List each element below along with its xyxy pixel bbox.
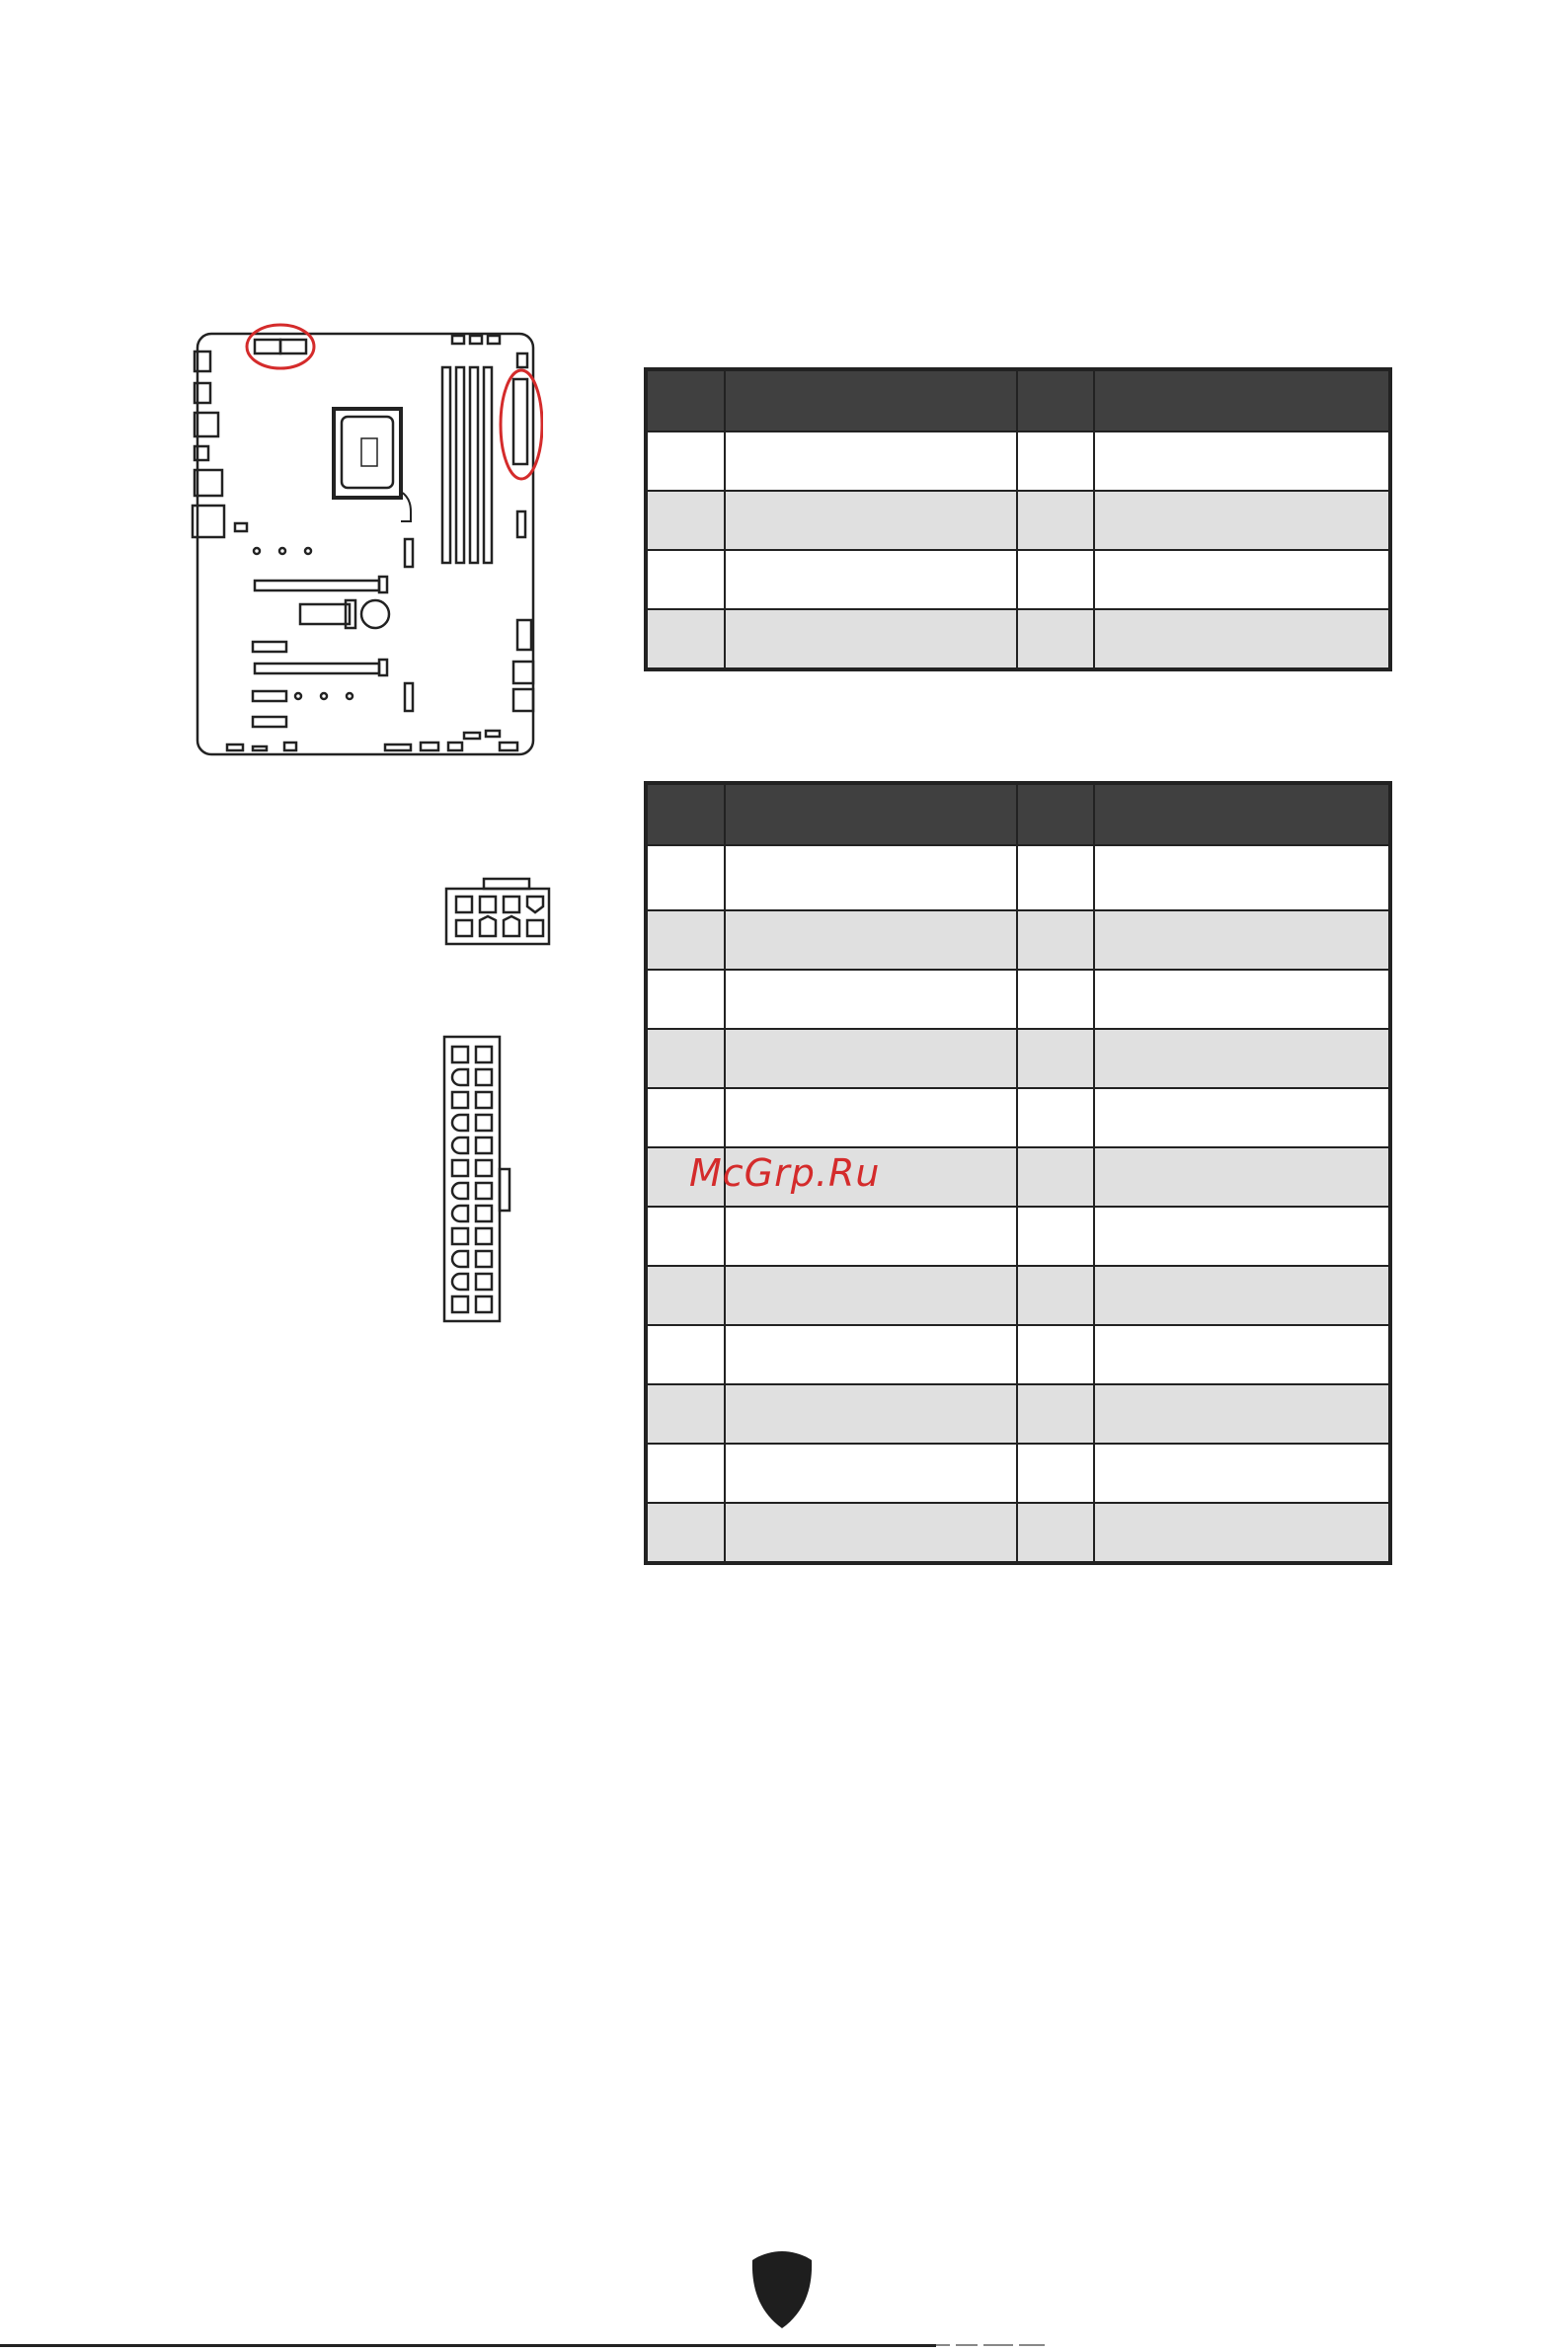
header-cell [1094,783,1390,845]
table-row [646,845,1390,910]
table-cell [1094,1444,1390,1503]
table-cell [1094,1266,1390,1325]
table-cell [1017,845,1094,910]
table-row [646,910,1390,970]
table-cell [725,609,1017,669]
table-cell [1017,1207,1094,1266]
shield-logo-icon [749,2249,815,2330]
table-cell [725,910,1017,970]
table-row [646,491,1390,550]
table-cell [1017,1029,1094,1088]
table-cell [646,1088,725,1147]
table-cell [646,1384,725,1444]
table-cell [1094,431,1390,491]
atx-power-24pin-connector-icon [442,1035,525,1327]
table-cell [646,1266,725,1325]
table-cell [725,845,1017,910]
table-cell [1094,1503,1390,1563]
table-cell [1094,1147,1390,1207]
table-cell [725,1088,1017,1147]
table-row [646,1207,1390,1266]
table-row [646,1029,1390,1088]
table-row [646,970,1390,1029]
table-header-row [646,369,1390,431]
table-cell [725,1325,1017,1384]
table-cell [646,609,725,669]
table-cell [1017,491,1094,550]
table-cell [1017,1147,1094,1207]
table-cell [1094,910,1390,970]
table-cell [646,910,725,970]
table-row [646,1444,1390,1503]
table-cell [725,1207,1017,1266]
table-cell [1017,1384,1094,1444]
table-cell [1094,550,1390,609]
pinout-table-top [644,367,1392,671]
table-cell [1094,1384,1390,1444]
table-cell [646,970,725,1029]
table-cell [1017,970,1094,1029]
table-cell [725,431,1017,491]
table-cell [1094,1088,1390,1147]
table-cell [1017,1444,1094,1503]
table-cell [646,1207,725,1266]
table-cell [725,491,1017,550]
header-cell [646,369,725,431]
table-cell [725,970,1017,1029]
table-cell [725,550,1017,609]
table-cell [646,1325,725,1384]
table-cell [646,1503,725,1563]
table-cell [1094,845,1390,910]
header-cell [1094,369,1390,431]
header-cell [1017,369,1094,431]
table-cell [646,431,725,491]
table-cell [646,1444,725,1503]
table-cell [646,845,725,910]
table-row [646,550,1390,609]
header-cell [646,783,725,845]
header-cell [725,369,1017,431]
table-cell [1017,609,1094,669]
header-cell [1017,783,1094,845]
table-row [646,1088,1390,1147]
table-cell [1094,609,1390,669]
table-cell [1094,1029,1390,1088]
watermark-text: McGrp.Ru [689,1151,881,1195]
table-row [646,1325,1390,1384]
table-cell [1017,431,1094,491]
table-cell [725,1266,1017,1325]
table-cell [1094,1207,1390,1266]
table-cell [1017,550,1094,609]
table-cell [646,550,725,609]
table-cell [1094,491,1390,550]
table-row [646,1266,1390,1325]
motherboard-diagram-icon [188,318,543,762]
table-header-row [646,783,1390,845]
table-cell [725,1444,1017,1503]
table-cell [725,1503,1017,1563]
page-bottom-decoration [936,2342,1064,2350]
table-cell [1017,910,1094,970]
table-cell [1017,1325,1094,1384]
cpu-power-8pin-connector-icon [442,877,557,950]
table-cell [1094,970,1390,1029]
table-cell [1017,1503,1094,1563]
page-bottom-rule [0,2344,936,2347]
table-row [646,431,1390,491]
header-cell [725,783,1017,845]
table-row [646,609,1390,669]
table-row [646,1384,1390,1444]
table-cell [646,491,725,550]
table-cell [646,1029,725,1088]
table-cell [725,1384,1017,1444]
table-cell [1017,1088,1094,1147]
table-cell [1017,1266,1094,1325]
table-row [646,1503,1390,1563]
table-cell [725,1029,1017,1088]
table-cell [1094,1325,1390,1384]
